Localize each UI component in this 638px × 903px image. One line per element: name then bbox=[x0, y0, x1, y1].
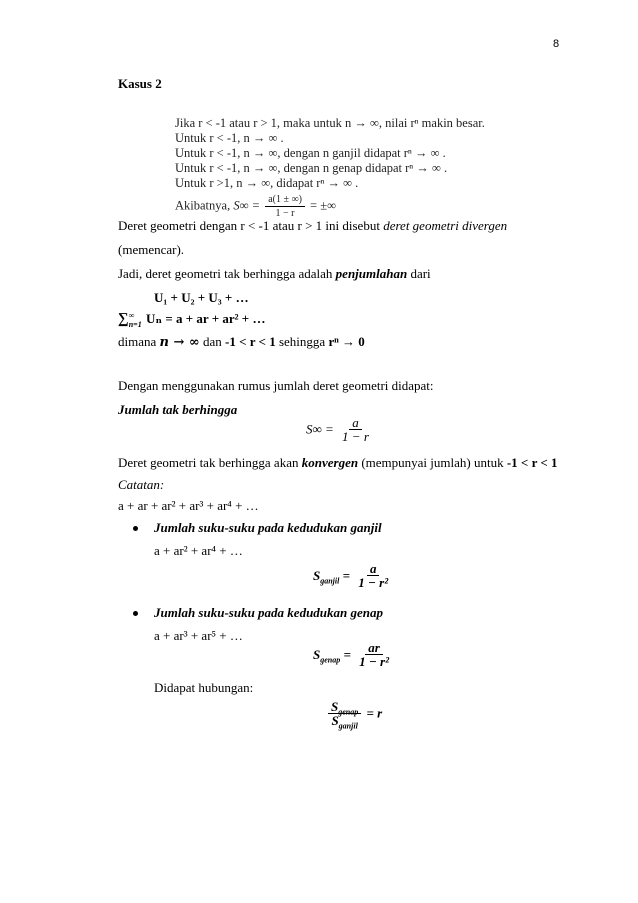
relation-text: Didapat hubungan: bbox=[154, 680, 254, 695]
bullet1-text: Jumlah suku-suku pada kedudukan ganjil bbox=[154, 520, 382, 535]
case-line-1: Jika r < -1 atau r > 1, maka untuk n → ∞, nilai rⁿ makin besar. bbox=[175, 116, 485, 130]
page-number: 8 bbox=[553, 38, 560, 50]
subhead-infinite-sum: Jumlah tak berhingga bbox=[118, 402, 238, 417]
para1: Deret geometri dengan r < -1 atau r > 1 ini disebut deret geometri divergen bbox=[118, 218, 508, 233]
series1: U₁ + U₂ + U₃ + … bbox=[154, 290, 249, 305]
series3: a + ar + ar² + ar³ + ar⁴ + … bbox=[118, 498, 259, 513]
series4: a + ar² + ar⁴ + … bbox=[154, 543, 243, 558]
series2: ∑ ∞ n=1 Uₙ = a + ar + ar² + … bbox=[118, 311, 266, 330]
para4: Deret geometri tak berhingga akan konvergen (mempunyai jumlah) untuk -1 < r < 1 bbox=[118, 455, 558, 470]
case-line-6: Akibatnya, S∞ = $\frac{a(1 \pm \infty)}{1 - r}$ = ±∞ bbox=[175, 194, 336, 219]
para2: Jadi, deret geometri tak berhingga adalah penjumlahan dari bbox=[118, 266, 431, 281]
para1-cont: (memencar). bbox=[118, 242, 185, 257]
heading: Kasus 2 bbox=[118, 76, 162, 91]
case-line-4: Untuk r < -1, n → ∞, dengan n genap didapat rⁿ → ∞ . bbox=[175, 161, 448, 175]
case-line-3: Untuk r < -1, n → ∞, dengan n ganjil didapat rⁿ → ∞ . bbox=[175, 146, 446, 160]
formula-infinite-sum: S∞ = $\frac{a}{1 - r}$ bbox=[306, 415, 369, 444]
formula-odd-sum: $S_{ganjil}$ = $\frac{a}{\text{1 − r²}}$ bbox=[313, 561, 389, 590]
case-line-2: Untuk r < -1, n → ∞ . bbox=[175, 131, 284, 145]
formula-ratio: $\frac{S_{genap}}{S_{ganjil}}$ = r bbox=[326, 700, 382, 727]
case-line-5: Untuk r >1, n → ∞, didapat rⁿ → ∞ . bbox=[175, 176, 359, 190]
bullet-dot-2 bbox=[133, 611, 138, 616]
catatan: Catatan: bbox=[118, 477, 165, 492]
series5: a + ar³ + ar⁵ + … bbox=[154, 628, 243, 643]
para3: Dengan menggunakan rumus jumlah deret geometri didapat: bbox=[118, 378, 434, 393]
bullet-dot-1 bbox=[133, 526, 138, 531]
formula-even-sum: $S_{genap}$ = $\frac{ar}{\text{1 − r²}}$ bbox=[313, 640, 389, 669]
bullet2-text: Jumlah suku-suku pada kedudukan genap bbox=[154, 605, 384, 620]
condition: dimana n → ∞ dan -1 < r < 1 sehingga rⁿ → 0 bbox=[118, 334, 365, 350]
case-box bbox=[175, 116, 485, 220]
